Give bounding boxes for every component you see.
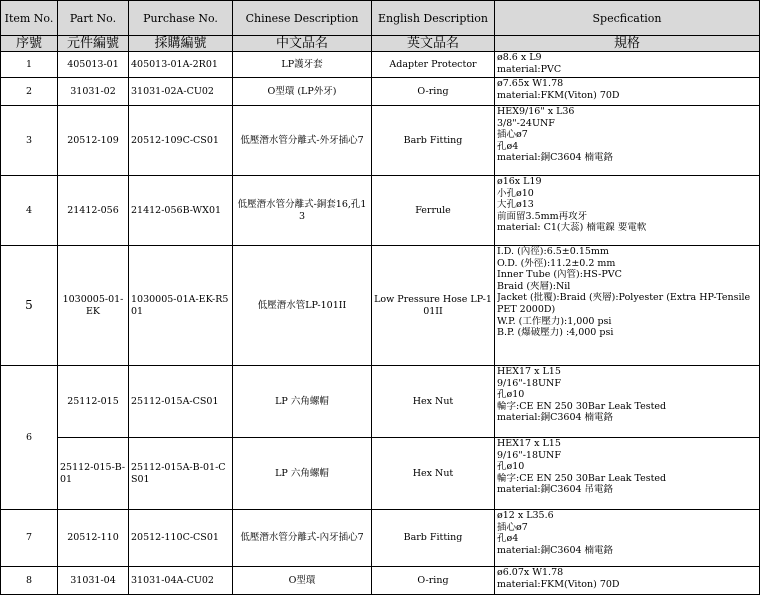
english-description-cell: O-ring [372,567,495,595]
col-header-english-description: English Description [372,1,495,36]
spec-line: O.D. (外徑):11.2±0.2 mm [497,257,616,269]
part-no-cell: 20512-109 [58,106,129,176]
english-description-cell: Ferrule [372,176,495,246]
item-no-cell: 2 [1,78,58,106]
chinese-description-cell: 低壓潛水管分離式-外牙插心7 [233,106,372,176]
spec-line: HEX9/16" x L36 [497,106,575,117]
english-description-cell: Hex Nut [372,438,495,510]
purchase-no-cell: 25112-015A-CS01 [129,366,233,438]
spec-line: 孔ø4 [497,533,519,545]
table-row [1,78,760,106]
english-description-cell: Barb Fitting [372,510,495,567]
part-no-cell: 31031-04 [58,567,129,595]
spec-line: material:銅C3604 楠電鉻 [497,152,614,164]
spec-line: material: C1(大蕊) 楠電鎳 要電軟 [497,222,647,234]
purchase-no-cell: 25112-015A-B-01-CS01 [129,438,233,510]
col-header-chinese-description: Chinese Description [233,1,372,36]
chinese-description-cell: O型環 [233,567,372,595]
col-header-purchase-no: Purchase No. [129,1,233,36]
table-row [1,106,760,176]
item-no-cell: 1 [1,52,58,78]
table-row [1,438,760,510]
purchase-no-cell: 20512-109C-CS01 [129,106,233,176]
spec-line: 9/16"-18UNF [497,449,561,461]
spec-line: ø8.6 x L9 [497,52,542,63]
table-row [1,567,760,595]
chinese-description-cell: 低壓潛水管LP-101II [233,246,372,366]
item-no-cell: 6 [1,366,58,510]
english-description-cell: Barb Fitting [372,106,495,176]
spec-line: material:銅C3604 楠電鉻 [497,412,614,424]
table-row [1,176,760,246]
col-header-purchase-no-zh: 採購編號 [129,36,233,52]
specification-cell [495,567,760,595]
specification-cell [495,106,760,176]
spec-line: ø16x L19 [497,176,542,187]
table-row [1,510,760,567]
col-header-item-no: Item No. [1,1,58,36]
spec-line: W.P. (工作壓力):1,000 psi [497,315,612,327]
spec-line: HEX17 x L15 [497,366,561,377]
header-row-zh [1,36,760,52]
spec-line: 大孔ø13 [497,199,534,211]
spec-line: HEX17 x L15 [497,438,561,449]
specification-cell [495,78,760,106]
specification-cell [495,176,760,246]
spec-line: material:銅C3604 吊電鉻 [497,484,614,496]
chinese-description-cell: O型環 (LP外牙) [233,78,372,106]
col-header-part-no: Part No. [58,1,129,36]
spec-line: material:FKM(Viton) 70D [497,89,620,101]
spec-line: Jacket (批覆):Braid (夾層):Polyester (Extra HP-Tensile PET 2000D) [497,292,751,315]
purchase-no-cell: 20512-110C-CS01 [129,510,233,567]
spec-line: 輪字:CE EN 250 30Bar Leak Tested [497,400,667,412]
col-header-chinese-description-zh: 中文品名 [233,36,372,52]
chinese-description-cell: LP 六角螺帽 [233,366,372,438]
spec-line: I.D. (內徑):6.5±0.15mm [497,246,609,257]
spec-line: B.P. (爆破壓力) :4,000 psi [497,327,614,339]
item-no-cell: 7 [1,510,58,567]
specification-cell [495,52,760,78]
purchase-no-cell: 31031-02A-CU02 [129,78,233,106]
spec-line: 輪字:CE EN 250 30Bar Leak Tested [497,472,667,484]
spec-line: 小孔ø10 [497,187,534,199]
col-header-english-description-zh: 英文品名 [372,36,495,52]
spec-line: 9/16"-18UNF [497,377,561,389]
spec-line: Braid (夾層):Nil [497,280,571,292]
spec-line: 孔ø4 [497,140,519,152]
table-row [1,366,760,438]
chinese-description-cell: LP 六角螺帽 [233,438,372,510]
chinese-description-cell: LP護牙套 [233,52,372,78]
spec-line: 插心ø7 [497,129,528,141]
table-row [1,246,760,366]
spec-line: ø12 x L35.6 [497,510,554,521]
part-no-cell: 25112-015 [58,366,129,438]
spec-line: ø6.07x W1.78 [497,567,564,578]
chinese-description-cell: 低壓潛水管分離式-銅套16,孔13 [233,176,372,246]
spec-line: Inner Tube (內管):HS-PVC [497,269,622,281]
spec-line: ø7.65x W1.78 [497,78,564,89]
spec-line: material:PVC [497,63,562,75]
specification-cell [495,366,760,438]
part-no-cell: 405013-01 [58,52,129,78]
spec-line: 孔ø10 [497,461,525,473]
header-row-en [1,1,760,36]
spec-line: 前面留3.5mm再攻牙 [497,210,588,222]
item-no-cell: 4 [1,176,58,246]
purchase-no-cell: 31031-04A-CU02 [129,567,233,595]
english-description-cell: O-ring [372,78,495,106]
spec-line: 插心ø7 [497,521,528,533]
part-no-cell: 21412-056 [58,176,129,246]
item-no-cell: 5 [1,246,58,366]
chinese-description-cell: 低壓潛水管分離式-內牙插心7 [233,510,372,567]
spec-line: 3/8"-24UNF [497,117,555,129]
specification-cell [495,246,760,366]
specification-cell [495,510,760,567]
english-description-cell: Low Pressure Hose LP-101II [372,246,495,366]
table-row [1,52,760,78]
col-header-specification-zh: 規格 [495,36,760,52]
item-no-cell: 8 [1,567,58,595]
col-header-part-no-zh: 元件編號 [58,36,129,52]
purchase-no-cell: 21412-056B-WX01 [129,176,233,246]
part-no-cell: 1030005-01-EK [58,246,129,366]
purchase-no-cell: 405013-01A-2R01 [129,52,233,78]
col-header-item-no-zh: 序號 [1,36,58,52]
english-description-cell: Hex Nut [372,366,495,438]
item-no-cell: 3 [1,106,58,176]
english-description-cell: Adapter Protector [372,52,495,78]
purchase-no-cell: 1030005-01A-EK-R501 [129,246,233,366]
specification-cell [495,438,760,510]
spec-line: 孔ø10 [497,389,525,401]
part-no-cell: 25112-015-B-01 [58,438,129,510]
spec-line: material:銅C3604 楠電鉻 [497,544,614,556]
col-header-specification: Specfication [495,1,760,36]
spec-line: material:FKM(Viton) 70D [497,578,620,590]
part-no-cell: 31031-02 [58,78,129,106]
part-no-cell: 20512-110 [58,510,129,567]
